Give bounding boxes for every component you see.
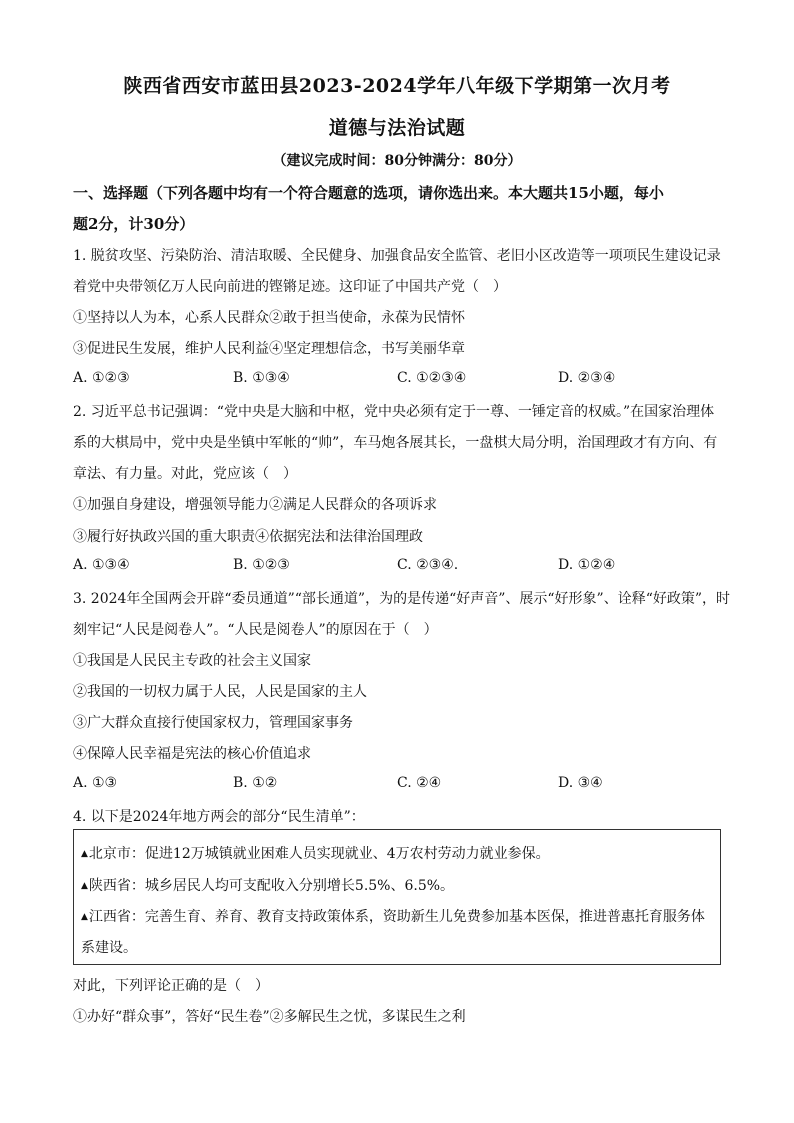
q1-stem: 1. 脱贫攻坚、污染防治、清洁取暖、全民健身、加强食品安全监管、老旧小区改造等一项项民生建设记录 [73, 248, 721, 264]
q4-prompt: 对此，下列评论正确的是（ ） [73, 978, 269, 994]
q3-statement: ④保障人民幸福是宪法的核心价值追求 [73, 746, 311, 762]
q2-option-b[interactable]: B. ①②③ [233, 557, 290, 573]
exam-title: 陕西省西安市蓝田县2023-2024学年八年级下学期第一次月考 [123, 75, 671, 97]
q1-option-a[interactable]: A. ①②③ [73, 370, 130, 386]
q3-option-a[interactable]: A. ①③ [73, 775, 118, 791]
q3-option-d[interactable]: D. ③④ [558, 775, 603, 791]
q1-statement: ③促进民生发展，维护人民利益④坚定理想信念，书写美丽华章 [73, 341, 465, 357]
bullet-triangle-icon: ▲ [81, 881, 88, 891]
list-item: ▲北京市：促进12万城镇就业困难人员实现就业、4万农村劳动力就业参保。 [81, 846, 550, 862]
q4-stem: 4. 以下是2024年地方两会的部分“民生清单”： [73, 809, 365, 825]
list-item: ▲江西省：完善生育、养育、教育支持政策体系，资助新生儿免费参加基本医保，推进普惠托育服务体 [81, 909, 705, 925]
livelihood-list-box [73, 829, 721, 965]
q2-statement: ③履行好执政兴国的重大职责④依据宪法和法律治国理政 [73, 529, 423, 545]
q3-statement: ②我国的一切权力属于人民，人民是国家的主人 [73, 684, 367, 700]
q2-option-c[interactable]: C. ②③④. [397, 557, 459, 573]
q3-stem: 3. 2024年全国两会开辟“委员通道”“部长通道”，为的是传递“好声音”、展示“好形象”、诠释“好政策”，时 [73, 591, 731, 607]
q1-option-d[interactable]: D. ②③④ [558, 370, 616, 386]
q1-statement: ①坚持以人为本，心系人民群众②敢于担当使命，永葆为民情怀 [73, 310, 465, 326]
bullet-triangle-icon: ▲ [81, 849, 88, 859]
list-item-cont: 系建设。 [81, 940, 137, 956]
q2-stem-cont: 系的大棋局中，党中央是坐镇中军帐的“帅”，车马炮各展其长，一盘棋大局分明，治国理政才有方向、有 [73, 435, 718, 451]
exam-time-note: （建议完成时间：80分钟满分：80分） [272, 153, 522, 169]
q1-stem-cont: 着党中央带领亿万人民向前进的铿锵足迹。这印证了中国共产党（ ） [73, 279, 507, 295]
q2-stem: 2. 习近平总书记强调：“党中央是大脑和中枢，党中央必须有定于一尊、一锤定音的权威。”在国家治理体 [73, 404, 715, 420]
section-heading: 一、选择题（下列各题中均有一个符合题意的选项，请你选出来。本大题共15小题，每小 [73, 184, 664, 202]
q3-statement: ③广大群众直接行使国家权力，管理国家事务 [73, 715, 353, 731]
q2-option-a[interactable]: A. ①③④ [73, 557, 130, 573]
q3-stem-cont: 刻牢记“人民是阅卷人”。“人民是阅卷人”的原因在于（ ） [73, 622, 438, 638]
section-heading-cont: 题2分，计30分） [73, 215, 195, 233]
q3-option-c[interactable]: C. ②④ [397, 775, 442, 791]
q3-statement: ①我国是人民民主专政的社会主义国家 [73, 653, 311, 669]
q1-option-c[interactable]: C. ①②③④ [397, 370, 467, 386]
q2-statement: ①加强自身建设，增强领导能力②满足人民群众的各项诉求 [73, 497, 437, 513]
q1-option-b[interactable]: B. ①③④ [233, 370, 290, 386]
bullet-triangle-icon: ▲ [81, 912, 88, 922]
list-item: ▲陕西省：城乡居民人均可支配收入分别增长5.5%、6.5%。 [81, 878, 455, 894]
q2-option-d[interactable]: D. ①②④ [558, 557, 616, 573]
q2-stem-cont: 章法、有力量。对此，党应该（ ） [73, 466, 297, 482]
q3-option-b[interactable]: B. ①② [233, 775, 278, 791]
exam-subject: 道德与法治试题 [328, 117, 466, 139]
q4-statement: ①办好“群众事”，答好“民生卷”②多解民生之忧，多谋民生之利 [73, 1009, 466, 1025]
